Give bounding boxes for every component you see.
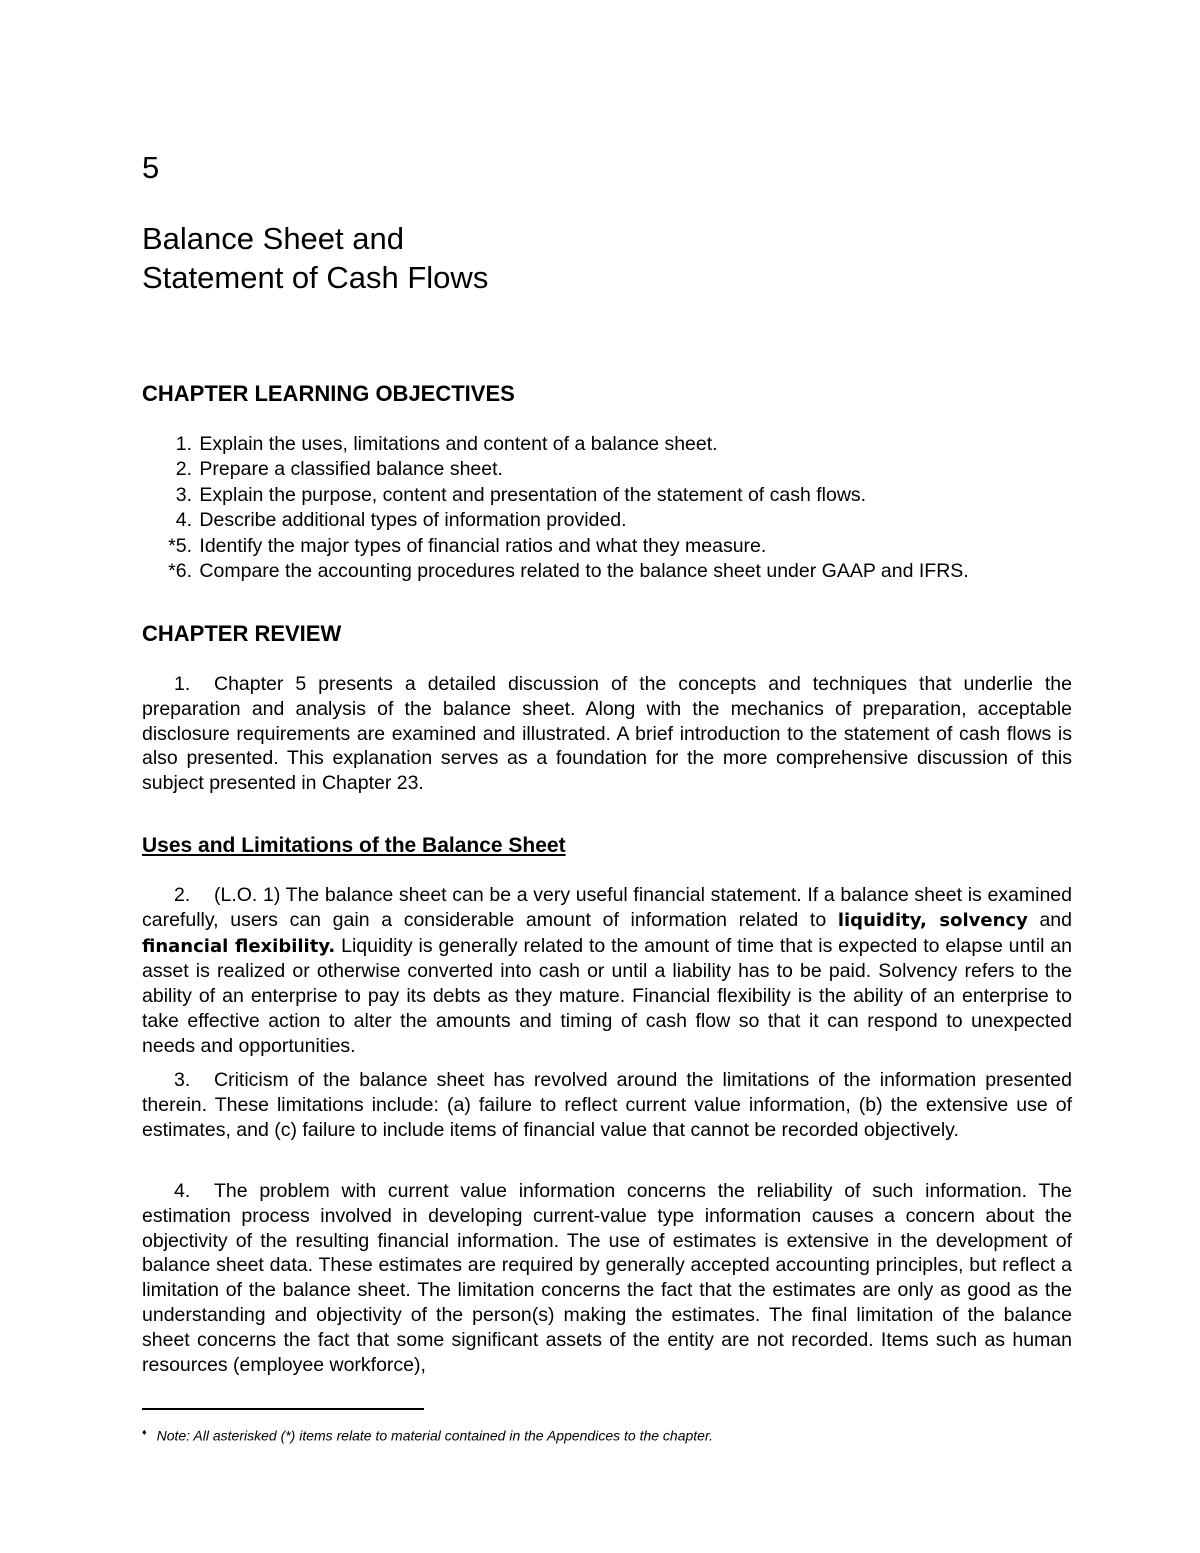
bold-term: liquidity, solvency [837, 909, 1028, 931]
paragraph-text: and [1027, 908, 1073, 931]
footnote-divider [142, 1408, 424, 1410]
objective-text: Explain the purpose, content and presentation of the statement of cash flows. [199, 483, 867, 506]
paragraph-text: (L.O. 1) The balance sheet can be a very useful financial statement. If a balance sheet is examined carefully, users can gain a considerable amount of information related to [142, 884, 1072, 931]
section-subheading: Uses and Limitations of the Balance Sheet [142, 834, 566, 857]
objective-number: 2. [175, 458, 192, 481]
review-paragraph-3 [142, 1068, 1072, 1142]
footnote-mark: ♦ [142, 1427, 147, 1437]
objective-text: Explain the uses, limitations and content of a balance sheet. [199, 433, 718, 455]
review-paragraph-1 [142, 672, 1072, 796]
review-heading: CHAPTER REVIEW [142, 621, 342, 646]
objective-item [142, 432, 969, 457]
objective-number: *5. [168, 534, 192, 557]
paragraph-text: Chapter 5 presents a detailed discussion of the concepts and techniques that underlie the preparation and analysis of the balance sheet. Along with the mechanics of preparation, acceptable disclosure requirements are examined and illustrated. A brief introduction to the statement of cash flows is also presented. This explanation serves as a foundation for the more comprehensive discussion of this subject presented in Chapter 23. [142, 673, 1072, 795]
objective-item [142, 508, 969, 533]
objective-item [142, 534, 969, 559]
objective-number: 1. [175, 433, 192, 455]
review-paragraph-2 [142, 883, 1072, 1059]
objective-item [142, 559, 969, 584]
chapter-number: 5 [142, 150, 160, 185]
paragraph-text: The problem with current value information concerns the reliability of such information. The estimation process involved in developing current-value type information causes a concern about the objectivity of the resulting financial information. The use of estimates is extensive in the development of balance sheet data. These estimates are required by generally accepted accounting principles, but reflect a limitation of the balance sheet. The limitation concerns the fact that the estimates are only as good as the understanding and objectivity of the person(s) making the estimates. The final limitation of the balance sheet concerns the fact that some significant assets of the entity are not recorded. Items such as human resources (employee workforce), [142, 1180, 1072, 1376]
paragraph-number: 1. [174, 673, 191, 695]
paragraph-number: 2. [174, 884, 191, 906]
objectives-list [142, 432, 969, 584]
paragraph-text: Liquidity is generally related to the amount of time that is expected to elapse until an asset is realized or otherwise converted into cash or until a liability has to be paid. Solvency refers to the ability of an enterprise to pay its debts as they mature. Financial flexibility is the ability of an enterprise to take effective action to alter the amounts and timing of cash flow so that it can respond to unexpected needs and opportunities. [142, 934, 1072, 1057]
review-paragraph-4 [142, 1179, 1072, 1377]
objective-text: Compare the accounting procedures related to the balance sheet under GAAP and IFRS. [199, 560, 969, 583]
chapter-title-line1: Balance Sheet and [142, 221, 404, 256]
objective-item [142, 457, 969, 482]
paragraph-number: 4. [174, 1180, 191, 1202]
objective-number: 3. [175, 483, 192, 506]
chapter-title-line2: Statement of Cash Flows [142, 260, 489, 295]
bold-term: financial flexibility. [142, 935, 336, 957]
footnote [142, 1422, 713, 1446]
objective-text: Prepare a classified balance sheet. [199, 458, 503, 481]
paragraph-text: Criticism of the balance sheet has revolved around the limitations of the information presented therein. These limitations include: (a) failure to reflect current value information, (b) the extensive use of estimates, and (c) failure to include items of financial value that cannot be recorded objectively. [142, 1069, 1072, 1141]
objective-text: Identify the major types of financial ratios and what they measure. [199, 534, 767, 557]
objectives-heading: CHAPTER LEARNING OBJECTIVES [142, 381, 515, 406]
objective-text: Describe additional types of information provided. [199, 509, 627, 532]
objective-number: *6. [168, 560, 192, 583]
footnote-text: Note: All asterisked (*) items relate to material contained in the Appendices to the chapter. [156, 1427, 713, 1444]
paragraph-number: 3. [174, 1069, 191, 1091]
chapter-title [142, 219, 488, 297]
objective-item [142, 483, 969, 508]
objective-number: 4. [175, 509, 192, 532]
